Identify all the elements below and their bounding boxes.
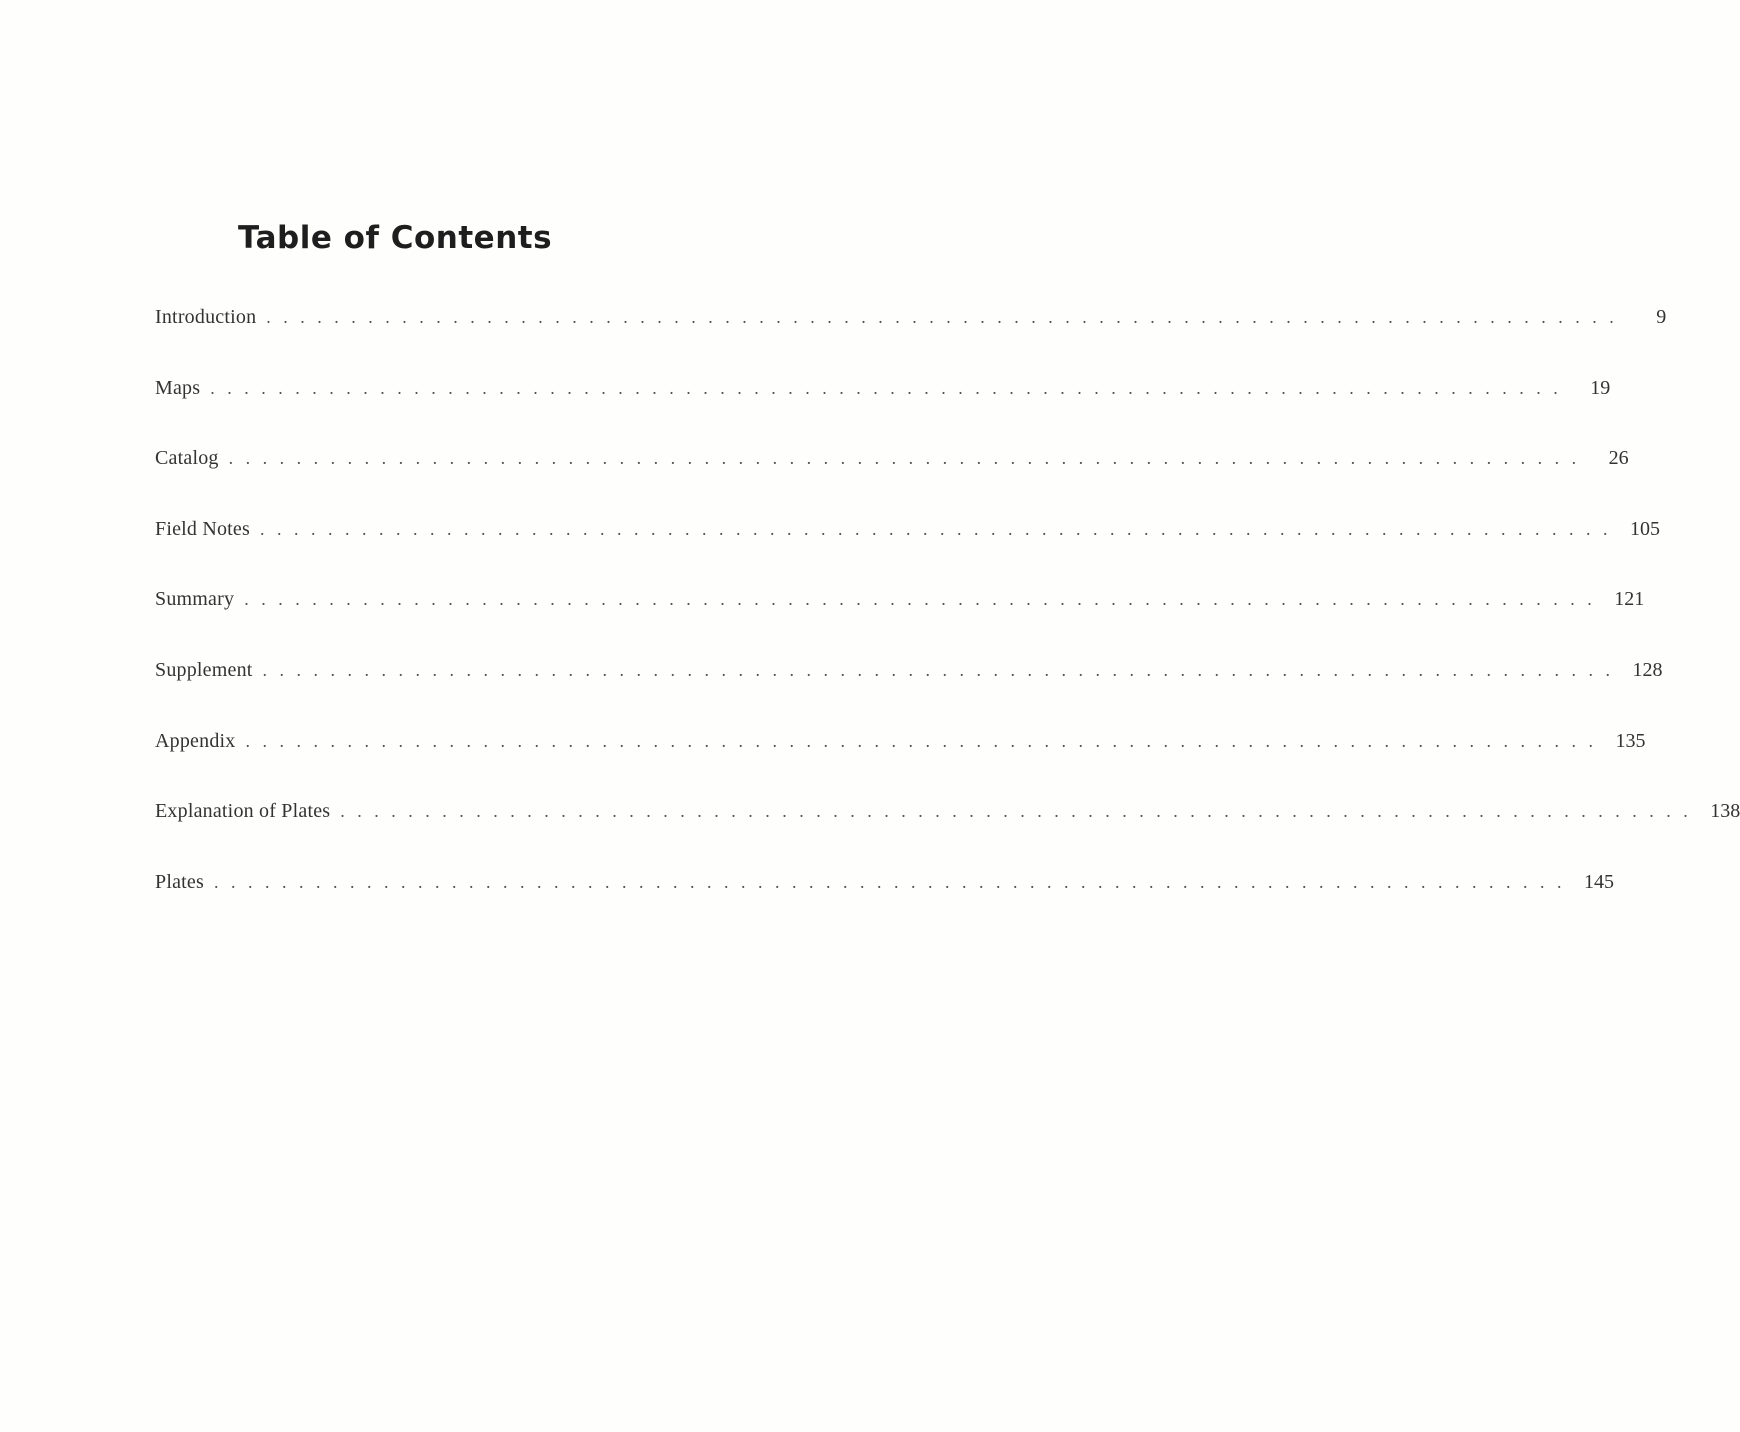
- dot-leader: ................................................................................: [228, 448, 1589, 469]
- toc-entry-label: Explanation of Plates: [155, 800, 331, 823]
- dot-leader: ................................................................................: [259, 518, 1620, 539]
- toc-entry-label: Catalog: [155, 447, 219, 470]
- toc-entry-label: Introduction: [155, 306, 257, 328]
- dot-leader: ................................................................................: [213, 871, 1574, 892]
- toc-entry-page: 145: [1583, 870, 1614, 893]
- toc-entry-page: 128: [1632, 658, 1663, 681]
- toc-entry-label: Maps: [155, 376, 201, 399]
- toc-entry-explanation-of-plates: [155, 800, 1740, 871]
- dot-leader: ................................................................................: [340, 801, 1701, 822]
- toc-entry-label: Summary: [155, 588, 235, 611]
- toc-entry-page: 121: [1614, 588, 1645, 611]
- toc-entry-field-notes: [155, 517, 1660, 589]
- dot-leader: ................................................................................: [262, 659, 1623, 680]
- toc-entry-page: 9: [1656, 306, 1667, 328]
- dot-leader: ................................................................................: [266, 307, 1627, 327]
- toc-entry-page: 26: [1608, 447, 1629, 470]
- toc-entry-page: 135: [1615, 729, 1646, 752]
- toc-entry-label: Supplement: [155, 658, 253, 681]
- toc-entry-summary: [155, 588, 1645, 659]
- dot-leader: ................................................................................: [245, 730, 1606, 751]
- toc-entry-page: 19: [1590, 376, 1611, 399]
- toc-entry-maps: [155, 376, 1611, 448]
- toc-entry-label: Appendix: [155, 729, 236, 752]
- dot-leader: ................................................................................: [244, 589, 1605, 610]
- toc-entry-introduction: [155, 306, 1667, 377]
- dot-leader: ................................................................................: [210, 377, 1571, 398]
- toc-entry-label: Plates: [155, 870, 204, 893]
- page-title: Table of Contents: [237, 220, 553, 256]
- toc-entry-page: 138: [1710, 800, 1740, 823]
- toc-entry-label: Field Notes: [155, 517, 250, 540]
- toc-entry-catalog: [155, 447, 1629, 518]
- toc-entry-supplement: [155, 658, 1663, 730]
- toc-entry-page: 105: [1629, 517, 1660, 540]
- toc-entry-appendix: [155, 729, 1646, 801]
- table-of-contents: [155, 306, 1740, 941]
- toc-entry-plates: [155, 870, 1614, 942]
